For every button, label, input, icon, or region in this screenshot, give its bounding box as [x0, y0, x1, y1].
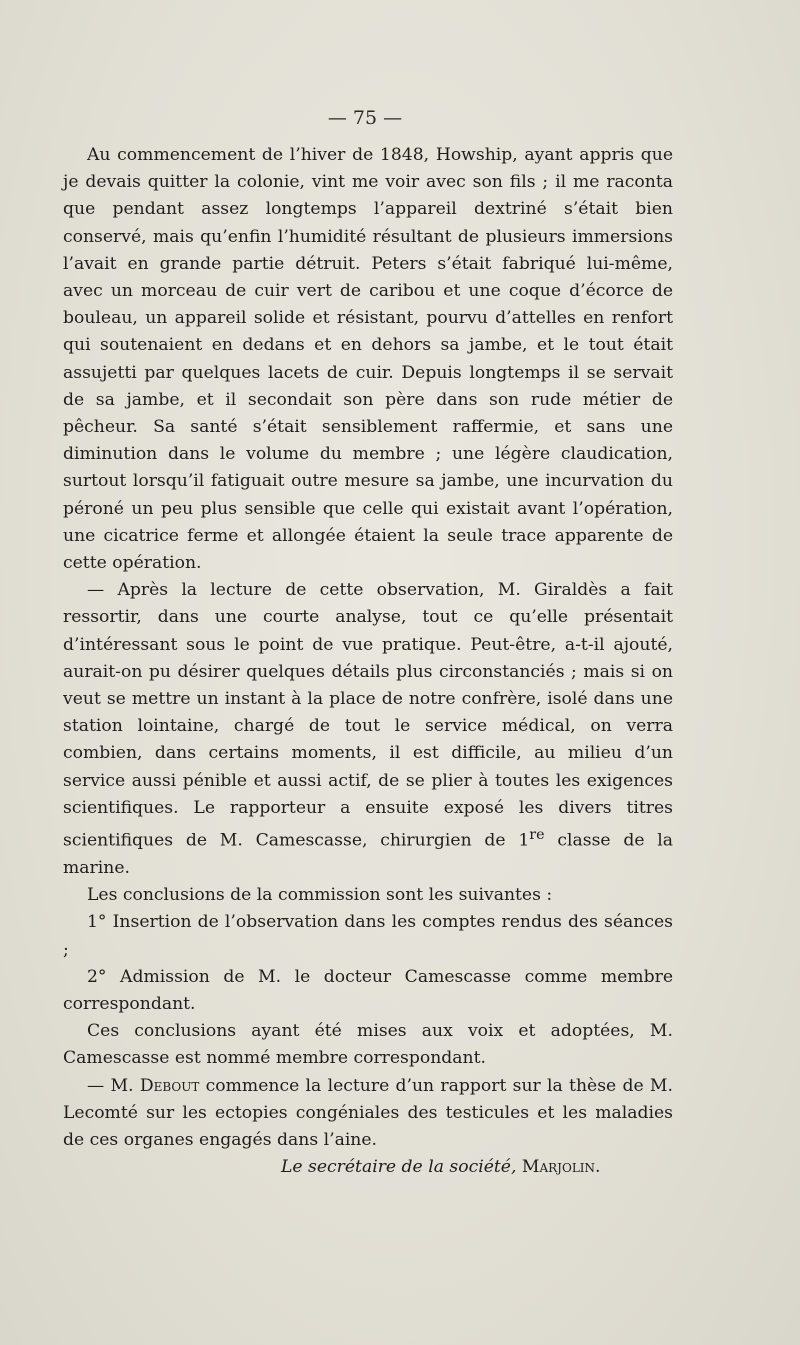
- paragraph-conclusions-intro: Les conclusions de la commission sont les suivantes :: [87, 885, 553, 906]
- signature-role: Le secrétaire de la société,: [281, 1157, 517, 1178]
- signature-name: Marjolin.: [521, 1157, 601, 1178]
- paragraph-observation-conclusion: Au commencement de l’hiver de 1848, Howship, ayant appris que je devais quitter la colonie, vint me voir avec son fils ; il me raconta que pendant assez longtemps l’appareil dextriné s’était bien conservé, mais qu’enfin l’humidité résultant de plusieurs immersions l’avait en grande partie détruit. Peters s’était fabriqué lui-même, avec un morceau de cuir vert de caribou et une coque d’écorce de bouleau, un appareil solide et résistant, pourvu d’attelles en renfort qui soutenaient en dedans et en dehors sa jambe, et le tout était assujetti par quelques lacets de cuir. Depuis longtemps il se servait de sa jambe, et il secondait son père dans son rude métier de pêcheur. Sa santé s’était sensiblement raffermie, et sans une diminution dans le volume du membre ; une légère claudication, surtout lorsqu’il fatiguait outre mesure sa jambe, une incurvation du péroné un peu plus sensible que celle qui existait avant l’opération, une cicatrice ferme et allongée étaient la seule trace apparente de cette opération.: [63, 145, 673, 574]
- paragraph-debout: [63, 1073, 673, 1155]
- classe-superscript: re: [529, 827, 545, 844]
- conclusion-item-1: 1° Insertion de l’observation dans les comptes rendus des séances ;: [63, 912, 673, 960]
- page-number: — 75 —: [327, 107, 403, 129]
- paragraph-vote: Ces conclusions ayant été mises aux voix et adoptées, M. Camescasse est nommé membre correspondant.: [63, 1021, 673, 1069]
- paragraph-giraldes-text: — Après la lecture de cette observation, M. Giraldès a fait ressortir, dans une courte analyse, tout ce qu’elle présentait d’intéressant sous le point de vue pratique. Peut-être, a-t-il ajouté, aurait-on pu désirer quelques détails plus circonstanciés ; mais si on veut se mettre un instant à la place de notre confrère, isolé dans une station lointaine, chargé de tout le service médical, on verra combien, dans certains moments, il est difficile, au milieu d’un service aussi pénible et aussi actif, de se plier à toutes les exigences scientifiques. Le rapporteur a ensuite exposé les divers titres scientifiques de M. Camescasse, chirurgien de 1: [63, 580, 673, 851]
- paragraph-debout-start: — M.: [87, 1075, 140, 1096]
- signature: [63, 1154, 673, 1181]
- conclusion-item-2: 2° Admission de M. le docteur Camescasse comme membre correspondant.: [63, 966, 673, 1015]
- paragraph-giraldes-report: [63, 577, 673, 882]
- debout-name: Debout: [139, 1075, 200, 1096]
- paragraph-debout-end: commence la lecture d’un rapport sur la thèse de M. Lecomté sur les ectopies congéniales des testicules et les maladies de ces organes engagés dans l’aine.: [63, 1075, 673, 1151]
- paragraph-giraldes-end: classe de la marine.: [63, 830, 673, 879]
- page-text: [63, 142, 673, 1181]
